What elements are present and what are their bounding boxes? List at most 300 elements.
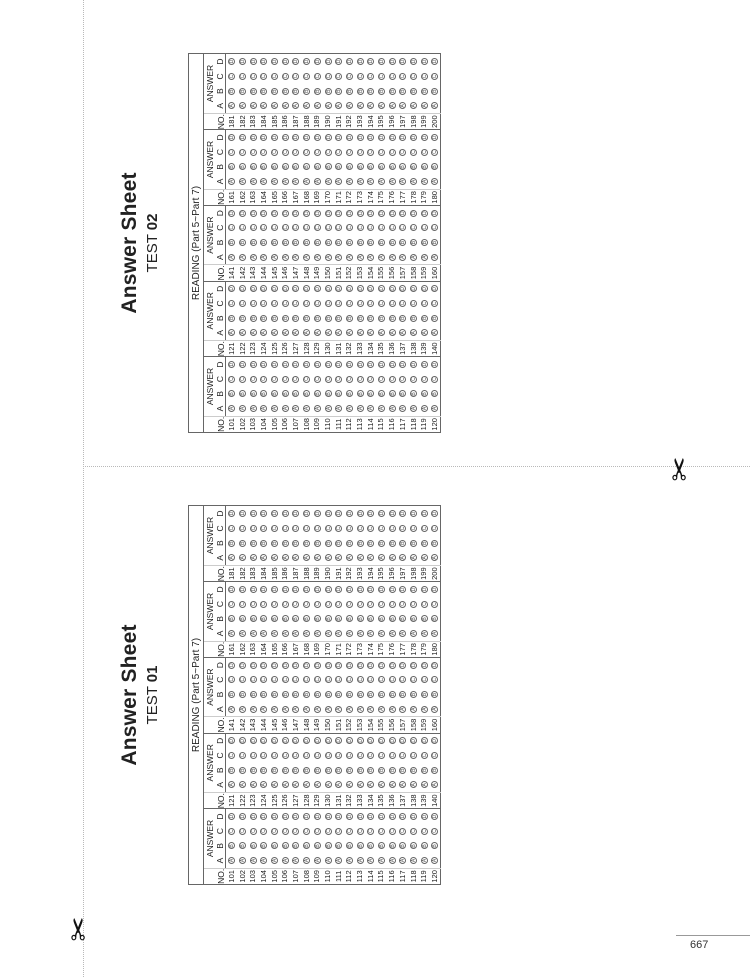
answer-bubble[interactable]: B — [336, 316, 343, 320]
answer-bubble[interactable]: B — [389, 165, 396, 169]
answer-bubble[interactable]: D — [282, 663, 289, 667]
answer-bubble[interactable]: B — [314, 89, 321, 93]
answer-bubble[interactable]: D — [368, 211, 375, 215]
answer-bubble[interactable]: B — [304, 392, 311, 396]
answer-bubble[interactable]: C — [421, 150, 428, 154]
answer-bubble[interactable]: B — [240, 844, 247, 848]
answer-bubble[interactable]: A — [304, 255, 311, 259]
answer-bubble[interactable]: B — [314, 692, 321, 697]
answer-bubble[interactable]: C — [432, 225, 439, 230]
answer-bubble[interactable]: A — [421, 331, 428, 335]
answer-bubble[interactable]: C — [293, 829, 300, 833]
answer-bubble[interactable]: B — [336, 392, 343, 396]
answer-bubble[interactable]: C — [250, 225, 257, 230]
answer-bubble[interactable]: D — [357, 211, 364, 215]
answer-bubble[interactable]: C — [346, 753, 353, 758]
answer-bubble[interactable]: D — [432, 814, 439, 819]
answer-bubble[interactable]: D — [400, 362, 407, 367]
answer-bubble[interactable]: B — [400, 844, 407, 848]
answer-bubble[interactable]: D — [293, 511, 300, 516]
answer-bubble[interactable]: D — [293, 211, 300, 215]
answer-bubble[interactable]: A — [378, 556, 385, 560]
answer-bubble[interactable]: C — [368, 301, 375, 306]
answer-bubble[interactable]: C — [293, 602, 300, 606]
answer-bubble[interactable]: C — [261, 74, 268, 79]
answer-bubble[interactable]: B — [282, 617, 289, 621]
answer-bubble[interactable]: D — [229, 287, 236, 291]
answer-bubble[interactable]: D — [421, 362, 428, 367]
answer-bubble[interactable]: C — [240, 677, 247, 682]
answer-bubble[interactable]: B — [272, 392, 279, 396]
answer-bubble[interactable]: C — [389, 225, 396, 230]
answer-bubble[interactable]: D — [272, 362, 279, 367]
answer-bubble[interactable]: B — [411, 165, 418, 169]
answer-bubble[interactable]: A — [314, 783, 321, 787]
answer-bubble[interactable]: A — [432, 179, 439, 184]
answer-bubble[interactable]: A — [229, 556, 236, 560]
answer-bubble[interactable]: B — [346, 316, 353, 320]
answer-bubble[interactable]: A — [293, 858, 300, 863]
answer-bubble[interactable]: D — [240, 814, 247, 819]
answer-bubble[interactable]: D — [282, 814, 289, 819]
answer-bubble[interactable]: D — [325, 814, 332, 819]
answer-bubble[interactable]: A — [336, 104, 343, 108]
answer-bubble[interactable]: D — [336, 59, 343, 64]
answer-bubble[interactable]: B — [304, 692, 311, 697]
answer-bubble[interactable]: C — [400, 602, 407, 606]
answer-bubble[interactable]: C — [282, 526, 289, 531]
answer-bubble[interactable]: D — [400, 663, 407, 667]
answer-bubble[interactable]: B — [250, 692, 257, 697]
answer-bubble[interactable]: D — [293, 287, 300, 291]
answer-bubble[interactable]: D — [389, 814, 396, 819]
answer-bubble[interactable]: C — [400, 74, 407, 79]
answer-bubble[interactable]: C — [357, 602, 364, 606]
answer-bubble[interactable]: B — [325, 316, 332, 320]
answer-bubble[interactable]: A — [421, 783, 428, 787]
answer-bubble[interactable]: A — [421, 631, 428, 636]
answer-bubble[interactable]: B — [304, 541, 311, 545]
answer-bubble[interactable]: B — [400, 541, 407, 545]
answer-bubble[interactable]: D — [325, 211, 332, 215]
answer-bubble[interactable]: D — [357, 135, 364, 140]
answer-bubble[interactable]: D — [336, 135, 343, 140]
answer-bubble[interactable]: C — [357, 301, 364, 306]
answer-bubble[interactable]: A — [250, 783, 257, 787]
answer-bubble[interactable]: A — [378, 179, 385, 184]
answer-bubble[interactable]: C — [378, 526, 385, 531]
answer-bubble[interactable]: C — [272, 753, 279, 758]
answer-bubble[interactable]: A — [389, 255, 396, 259]
answer-bubble[interactable]: D — [314, 511, 321, 516]
answer-bubble[interactable]: A — [272, 255, 279, 259]
answer-bubble[interactable]: C — [325, 377, 332, 381]
answer-bubble[interactable]: D — [378, 362, 385, 367]
answer-bubble[interactable]: D — [432, 287, 439, 291]
answer-bubble[interactable]: D — [314, 587, 321, 592]
answer-bubble[interactable]: D — [229, 135, 236, 140]
answer-bubble[interactable]: C — [304, 377, 311, 381]
answer-bubble[interactable]: B — [368, 692, 375, 697]
answer-bubble[interactable]: C — [336, 829, 343, 833]
answer-bubble[interactable]: D — [411, 59, 418, 64]
answer-bubble[interactable]: A — [346, 631, 353, 636]
answer-bubble[interactable]: C — [378, 829, 385, 833]
answer-bubble[interactable]: D — [378, 511, 385, 516]
answer-bubble[interactable]: D — [304, 135, 311, 140]
answer-bubble[interactable]: C — [261, 377, 268, 381]
answer-bubble[interactable]: A — [389, 406, 396, 411]
answer-bubble[interactable]: C — [389, 829, 396, 833]
answer-bubble[interactable]: D — [421, 287, 428, 291]
answer-bubble[interactable]: A — [304, 858, 311, 863]
answer-bubble[interactable]: A — [282, 556, 289, 560]
answer-bubble[interactable]: B — [378, 392, 385, 396]
answer-bubble[interactable]: B — [229, 844, 236, 848]
answer-bubble[interactable]: B — [325, 844, 332, 848]
answer-bubble[interactable]: D — [411, 511, 418, 516]
answer-bubble[interactable]: B — [272, 541, 279, 545]
answer-bubble[interactable]: D — [411, 587, 418, 592]
answer-bubble[interactable]: C — [304, 753, 311, 758]
answer-bubble[interactable]: A — [261, 707, 268, 711]
answer-bubble[interactable]: C — [229, 74, 236, 79]
answer-bubble[interactable]: D — [314, 814, 321, 819]
answer-bubble[interactable]: B — [293, 89, 300, 93]
answer-bubble[interactable]: D — [336, 362, 343, 367]
answer-bubble[interactable]: C — [229, 753, 236, 758]
answer-bubble[interactable]: B — [293, 844, 300, 848]
answer-bubble[interactable]: D — [304, 739, 311, 743]
answer-bubble[interactable]: C — [325, 753, 332, 758]
answer-bubble[interactable]: A — [357, 631, 364, 636]
answer-bubble[interactable]: A — [346, 406, 353, 411]
answer-bubble[interactable]: D — [229, 663, 236, 667]
answer-bubble[interactable]: B — [357, 392, 364, 396]
answer-bubble[interactable]: B — [240, 316, 247, 320]
answer-bubble[interactable]: D — [261, 211, 268, 215]
answer-bubble[interactable]: D — [346, 739, 353, 743]
answer-bubble[interactable]: B — [229, 768, 236, 772]
answer-bubble[interactable]: A — [325, 104, 332, 108]
answer-bubble[interactable]: C — [357, 526, 364, 531]
answer-bubble[interactable]: A — [261, 858, 268, 863]
answer-bubble[interactable]: B — [314, 617, 321, 621]
answer-bubble[interactable]: B — [250, 240, 257, 245]
answer-bubble[interactable]: B — [432, 89, 439, 93]
answer-bubble[interactable]: B — [240, 165, 247, 169]
answer-bubble[interactable]: A — [293, 104, 300, 108]
answer-bubble[interactable]: A — [421, 556, 428, 560]
answer-bubble[interactable]: D — [378, 287, 385, 291]
answer-bubble[interactable]: A — [378, 858, 385, 863]
answer-bubble[interactable]: C — [325, 301, 332, 306]
answer-bubble[interactable]: B — [432, 844, 439, 848]
answer-bubble[interactable]: A — [282, 255, 289, 259]
answer-bubble[interactable]: D — [250, 814, 257, 819]
answer-bubble[interactable]: D — [304, 59, 311, 64]
answer-bubble[interactable]: C — [400, 753, 407, 758]
answer-bubble[interactable]: A — [432, 858, 439, 863]
answer-bubble[interactable]: A — [421, 255, 428, 259]
answer-bubble[interactable]: C — [272, 301, 279, 306]
answer-bubble[interactable]: D — [314, 362, 321, 367]
answer-bubble[interactable]: A — [357, 783, 364, 787]
answer-bubble[interactable]: B — [261, 768, 268, 772]
answer-bubble[interactable]: C — [357, 150, 364, 154]
answer-bubble[interactable]: D — [229, 211, 236, 215]
answer-bubble[interactable]: C — [389, 602, 396, 606]
answer-bubble[interactable]: B — [400, 316, 407, 320]
answer-bubble[interactable]: A — [304, 631, 311, 636]
answer-bubble[interactable]: D — [357, 663, 364, 667]
answer-bubble[interactable]: B — [325, 392, 332, 396]
answer-bubble[interactable]: C — [411, 377, 418, 381]
answer-bubble[interactable]: B — [411, 240, 418, 245]
answer-bubble[interactable]: D — [250, 211, 257, 215]
answer-bubble[interactable]: C — [389, 753, 396, 758]
answer-bubble[interactable]: C — [400, 225, 407, 230]
answer-bubble[interactable]: C — [432, 602, 439, 606]
answer-bubble[interactable]: D — [261, 663, 268, 667]
answer-bubble[interactable]: A — [389, 858, 396, 863]
answer-bubble[interactable]: B — [336, 692, 343, 697]
answer-bubble[interactable]: D — [378, 211, 385, 215]
answer-bubble[interactable]: D — [304, 211, 311, 215]
answer-bubble[interactable]: C — [250, 74, 257, 79]
answer-bubble[interactable]: A — [368, 783, 375, 787]
answer-bubble[interactable]: A — [293, 406, 300, 411]
answer-bubble[interactable]: B — [261, 240, 268, 245]
answer-bubble[interactable]: A — [272, 179, 279, 184]
answer-bubble[interactable]: C — [357, 377, 364, 381]
answer-bubble[interactable]: A — [282, 631, 289, 636]
answer-bubble[interactable]: B — [261, 844, 268, 848]
answer-bubble[interactable]: B — [421, 316, 428, 320]
answer-bubble[interactable]: B — [421, 844, 428, 848]
answer-bubble[interactable]: A — [229, 406, 236, 411]
answer-bubble[interactable]: A — [411, 406, 418, 411]
answer-bubble[interactable]: A — [304, 104, 311, 108]
answer-bubble[interactable]: C — [314, 74, 321, 79]
answer-bubble[interactable]: B — [432, 692, 439, 697]
answer-bubble[interactable]: A — [411, 179, 418, 184]
answer-bubble[interactable]: D — [272, 135, 279, 140]
answer-bubble[interactable]: B — [325, 541, 332, 545]
answer-bubble[interactable]: D — [282, 362, 289, 367]
answer-bubble[interactable]: D — [261, 814, 268, 819]
answer-bubble[interactable]: D — [229, 814, 236, 819]
answer-bubble[interactable]: C — [421, 602, 428, 606]
answer-bubble[interactable]: A — [240, 858, 247, 863]
answer-bubble[interactable]: B — [346, 768, 353, 772]
answer-bubble[interactable]: D — [325, 587, 332, 592]
answer-bubble[interactable]: A — [325, 406, 332, 411]
answer-bubble[interactable]: A — [325, 556, 332, 560]
answer-bubble[interactable]: B — [240, 617, 247, 621]
answer-bubble[interactable]: A — [325, 631, 332, 636]
answer-bubble[interactable]: C — [389, 677, 396, 682]
answer-bubble[interactable]: B — [336, 165, 343, 169]
answer-bubble[interactable]: B — [357, 617, 364, 621]
answer-bubble[interactable]: D — [378, 59, 385, 64]
answer-bubble[interactable]: A — [368, 406, 375, 411]
answer-bubble[interactable]: B — [400, 768, 407, 772]
answer-bubble[interactable]: B — [304, 165, 311, 169]
answer-bubble[interactable]: C — [272, 829, 279, 833]
answer-bubble[interactable]: D — [336, 663, 343, 667]
answer-bubble[interactable]: A — [325, 858, 332, 863]
answer-bubble[interactable]: C — [229, 602, 236, 606]
answer-bubble[interactable]: A — [240, 255, 247, 259]
answer-bubble[interactable]: B — [400, 89, 407, 93]
answer-bubble[interactable]: A — [293, 255, 300, 259]
answer-bubble[interactable]: B — [250, 89, 257, 93]
answer-bubble[interactable]: C — [293, 225, 300, 230]
answer-bubble[interactable]: C — [389, 150, 396, 154]
answer-bubble[interactable]: D — [400, 211, 407, 215]
answer-bubble[interactable]: C — [314, 150, 321, 154]
answer-bubble[interactable]: D — [421, 511, 428, 516]
answer-bubble[interactable]: B — [229, 692, 236, 697]
answer-bubble[interactable]: D — [400, 135, 407, 140]
answer-bubble[interactable]: B — [336, 617, 343, 621]
answer-bubble[interactable]: C — [346, 377, 353, 381]
answer-bubble[interactable]: C — [400, 301, 407, 306]
answer-bubble[interactable]: C — [293, 150, 300, 154]
answer-bubble[interactable]: D — [229, 739, 236, 743]
answer-bubble[interactable]: B — [421, 89, 428, 93]
answer-bubble[interactable]: A — [421, 104, 428, 108]
answer-bubble[interactable]: C — [304, 829, 311, 833]
answer-bubble[interactable]: C — [250, 753, 257, 758]
answer-bubble[interactable]: A — [368, 255, 375, 259]
answer-bubble[interactable]: C — [432, 150, 439, 154]
answer-bubble[interactable]: B — [389, 768, 396, 772]
answer-bubble[interactable]: D — [357, 739, 364, 743]
answer-bubble[interactable]: B — [282, 89, 289, 93]
answer-bubble[interactable]: D — [282, 59, 289, 64]
answer-bubble[interactable]: B — [368, 617, 375, 621]
answer-bubble[interactable]: B — [421, 392, 428, 396]
answer-bubble[interactable]: C — [368, 677, 375, 682]
answer-bubble[interactable]: A — [411, 255, 418, 259]
answer-bubble[interactable]: D — [357, 59, 364, 64]
answer-bubble[interactable]: D — [304, 663, 311, 667]
answer-bubble[interactable]: B — [282, 768, 289, 772]
answer-bubble[interactable]: C — [229, 677, 236, 682]
answer-bubble[interactable]: D — [229, 587, 236, 592]
answer-bubble[interactable]: D — [389, 135, 396, 140]
answer-bubble[interactable]: B — [432, 316, 439, 320]
answer-bubble[interactable]: B — [389, 392, 396, 396]
answer-bubble[interactable]: C — [293, 74, 300, 79]
answer-bubble[interactable]: D — [272, 663, 279, 667]
answer-bubble[interactable]: D — [293, 814, 300, 819]
answer-bubble[interactable]: C — [261, 225, 268, 230]
answer-bubble[interactable]: B — [336, 89, 343, 93]
answer-bubble[interactable]: D — [400, 814, 407, 819]
answer-bubble[interactable]: B — [314, 240, 321, 245]
answer-bubble[interactable]: B — [421, 768, 428, 772]
answer-bubble[interactable]: D — [346, 59, 353, 64]
answer-bubble[interactable]: A — [314, 556, 321, 560]
answer-bubble[interactable]: D — [325, 362, 332, 367]
answer-bubble[interactable]: C — [304, 602, 311, 606]
answer-bubble[interactable]: A — [421, 707, 428, 711]
answer-bubble[interactable]: A — [400, 707, 407, 711]
answer-bubble[interactable]: A — [314, 631, 321, 636]
answer-bubble[interactable]: D — [389, 587, 396, 592]
answer-bubble[interactable]: D — [250, 287, 257, 291]
answer-bubble[interactable]: C — [411, 225, 418, 230]
answer-bubble[interactable]: D — [304, 587, 311, 592]
answer-bubble[interactable]: D — [250, 135, 257, 140]
answer-bubble[interactable]: B — [378, 692, 385, 697]
answer-bubble[interactable]: C — [240, 602, 247, 606]
answer-bubble[interactable]: B — [378, 844, 385, 848]
answer-bubble[interactable]: C — [346, 301, 353, 306]
answer-bubble[interactable]: B — [229, 165, 236, 169]
answer-bubble[interactable]: D — [368, 362, 375, 367]
answer-bubble[interactable]: C — [282, 225, 289, 230]
answer-bubble[interactable]: B — [293, 768, 300, 772]
answer-bubble[interactable]: D — [357, 362, 364, 367]
answer-bubble[interactable]: C — [325, 225, 332, 230]
answer-bubble[interactable]: B — [368, 89, 375, 93]
answer-bubble[interactable]: C — [250, 301, 257, 306]
answer-bubble[interactable]: C — [293, 526, 300, 531]
answer-bubble[interactable]: D — [250, 362, 257, 367]
answer-bubble[interactable]: C — [400, 829, 407, 833]
answer-bubble[interactable]: B — [346, 541, 353, 545]
answer-bubble[interactable]: C — [432, 377, 439, 381]
answer-bubble[interactable]: B — [432, 617, 439, 621]
answer-bubble[interactable]: C — [314, 753, 321, 758]
answer-bubble[interactable]: C — [272, 74, 279, 79]
answer-bubble[interactable]: D — [325, 59, 332, 64]
answer-bubble[interactable]: D — [261, 587, 268, 592]
answer-bubble[interactable]: C — [240, 753, 247, 758]
answer-bubble[interactable]: D — [272, 739, 279, 743]
answer-bubble[interactable]: D — [411, 362, 418, 367]
answer-bubble[interactable]: D — [261, 135, 268, 140]
answer-bubble[interactable]: D — [293, 587, 300, 592]
answer-bubble[interactable]: C — [282, 301, 289, 306]
answer-bubble[interactable]: B — [432, 240, 439, 245]
answer-bubble[interactable]: A — [389, 556, 396, 560]
answer-bubble[interactable]: B — [389, 844, 396, 848]
answer-bubble[interactable]: D — [240, 287, 247, 291]
answer-bubble[interactable]: C — [400, 677, 407, 682]
answer-bubble[interactable]: D — [293, 739, 300, 743]
answer-bubble[interactable]: C — [229, 150, 236, 154]
answer-bubble[interactable]: A — [314, 331, 321, 335]
answer-bubble[interactable]: B — [368, 316, 375, 320]
answer-bubble[interactable]: A — [250, 631, 257, 636]
answer-bubble[interactable]: B — [229, 617, 236, 621]
answer-bubble[interactable]: A — [336, 858, 343, 863]
answer-bubble[interactable]: A — [261, 556, 268, 560]
answer-bubble[interactable]: D — [421, 739, 428, 743]
answer-bubble[interactable]: B — [357, 240, 364, 245]
answer-bubble[interactable]: D — [432, 362, 439, 367]
answer-bubble[interactable]: B — [314, 392, 321, 396]
answer-bubble[interactable]: A — [314, 858, 321, 863]
answer-bubble[interactable]: A — [346, 331, 353, 335]
answer-bubble[interactable]: A — [314, 179, 321, 184]
answer-bubble[interactable]: A — [389, 104, 396, 108]
